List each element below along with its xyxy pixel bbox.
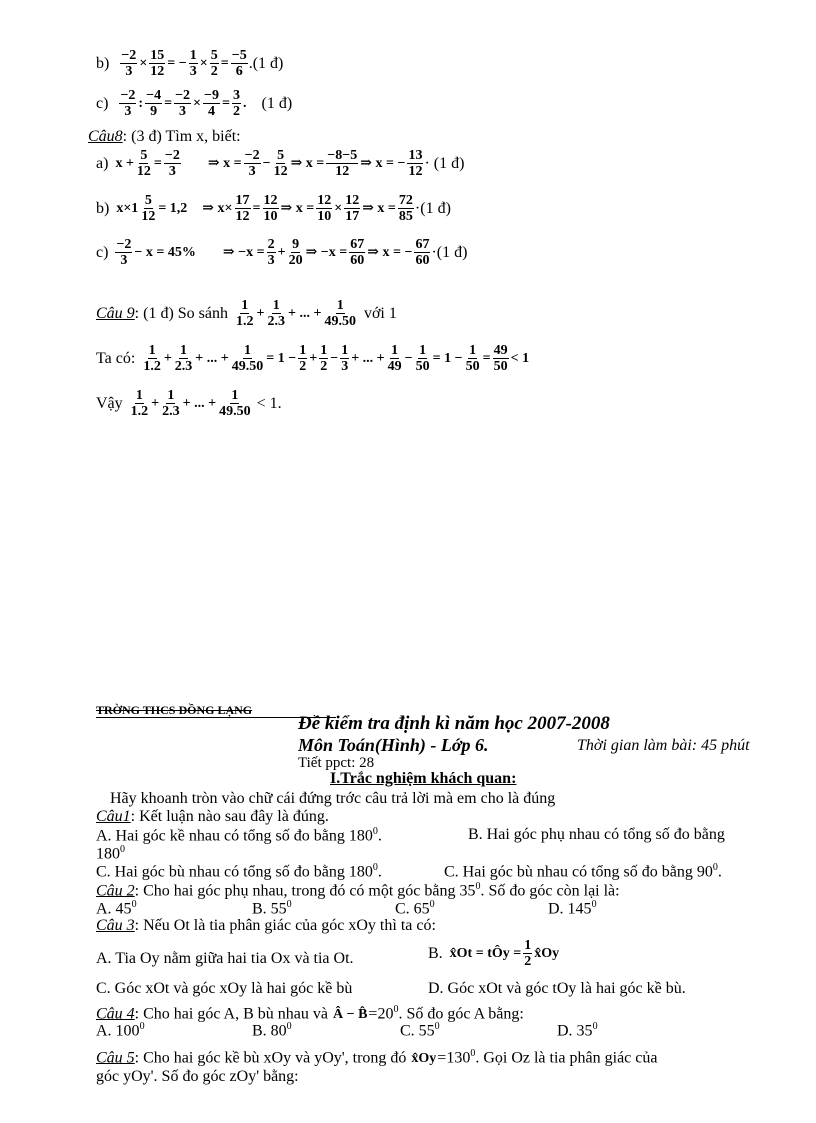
q2-option-b[interactable]: B. $55^0$ <box>252 899 292 918</box>
exam-period: Tiết ppct: 28 <box>298 755 375 771</box>
q3-option-c[interactable]: C. Góc xOt và góc xOy là hai góc kề bù <box>96 980 353 997</box>
q2-option-a[interactable]: A. $45^0$ <box>96 899 137 918</box>
q1-option-a[interactable]: A. Hai góc kề nhau có tổng số đo bằng $180^0$. <box>96 826 382 845</box>
question-9: Câu 9 : (1 đ) So sánh 1 1.2 + $\frac{1}{2.3}$ + ... + $\frac{1}{49.50}$ với 1 <box>96 298 397 329</box>
q2-option-d[interactable]: D. $145^0$ <box>548 899 597 918</box>
question-5-line-2: góc yOy'. Số đo góc zOy' bằng: <box>96 1068 299 1085</box>
q1-option-b[interactable]: B. Hai góc phụ nhau có tổng số đo bằng <box>468 826 725 843</box>
instruction: Hãy khoanh tròn vào chữ cái đứng trớc câu trả lời mà em cho là đúng <box>110 790 556 807</box>
answer-8a: a) x + $\frac{5}{12}$ = $\frac{-2}{3}$ ⇒ x = $\frac{-2}{3}$ − $\frac{5}{12}$ ⇒ x = $\frac{-8-5}{12}$ ⇒ x = − $\frac{13}{12}$ · (1 đ) <box>96 148 465 179</box>
question-5: Câu 5: Cho hai góc kề bù xOy và yOy', trong đó $x̂Oy=130^0$. Gọi Oz là tia phân giác của <box>96 1048 658 1067</box>
q1-option-c[interactable]: C. Hai góc bù nhau có tổng số đo bằng $180^0$. <box>96 862 382 881</box>
q3-option-b[interactable]: B. x̂Ot = tÔy = $\frac{1}{2}$ x̂Oy <box>428 938 560 969</box>
label: b) <box>96 54 110 72</box>
answer-8c: c) −2 3 − x = 45% ⇒ −x = $\frac{2}{3}$ + $\frac{9}{20}$ ⇒ −x = $\frac{67}{60}$ ⇒ x = − $\frac{67}{60}$ ·(1 đ) <box>96 237 468 268</box>
exam-subject: Môn Toán(Hình) - Lớp 6. <box>298 735 489 755</box>
exam-time: Thời gian làm bài: 45 phút <box>577 737 750 754</box>
q3-option-a[interactable]: A. Tia Oy nằm giữa hai tia Ox và tia Ot. <box>96 950 354 967</box>
q2-option-c[interactable]: C. $65^0$ <box>395 899 435 918</box>
question-1: Câu1: Kết luận nào sau đây là đúng. <box>96 808 329 825</box>
question-8-heading: Câu8: (3 đ) Tìm x, biết: <box>88 128 241 145</box>
answer-9-conclusion: Vậy 1 1.2 + $\frac{1}{2.3}$ + ... + $\frac{1}{49.50}$ < 1. <box>96 388 282 419</box>
q4-option-b[interactable]: B. $80^0$ <box>252 1021 292 1040</box>
school-name: TRỜNG THCS ĐỒNG LẠNG <box>96 703 253 717</box>
label: c) <box>96 94 109 112</box>
q1-option-d[interactable]: C. Hai góc bù nhau có tổng số đo bằng $90^0$. <box>444 862 722 881</box>
answer-7b: b) $\frac{-2}{3}$ × $\frac{15}{12}$ = − $\frac{1}{3}$ × $\frac{5}{2}$ = $\frac{-5}{6}$ .(1 đ) <box>96 48 284 79</box>
q4-option-c[interactable]: C. $55^0$ <box>400 1021 440 1040</box>
score: .(1 đ) <box>248 54 284 72</box>
q1-option-b-cont: $180^0$ <box>96 844 125 863</box>
question-4: Câu 4: Cho hai góc A, B bù nhau và Â − $B̂=20^0$. Số đo góc A bằng: <box>96 1004 524 1023</box>
section-title: I.Trắc nghiệm khách quan: <box>330 770 517 787</box>
q4-option-d[interactable]: D. $35^0$ <box>557 1021 598 1040</box>
answer-7c: c) −2 3 : $\frac{-4}{9}$ = $\frac{-2}{3}$ × $\frac{-9}{4}$ = $\frac{3}{2}$ . (1 đ) <box>96 88 293 119</box>
question-2: Câu 2: Cho hai góc phụ nhau, trong đó có một góc bằng $35^0$. Số đo góc còn lại là: <box>96 881 620 900</box>
score: (1 đ) <box>261 94 293 112</box>
answer-8b: b) x×1 $\frac{5}{12}$ = 1,2 ⇒ x× $\frac{17}{12}$ = $\frac{12}{10}$ ⇒ x = $\frac{12}{10}$ × $\frac{12}{17}$ ⇒ x = $\frac{72}{85}$ ·(1 đ) <box>96 193 451 224</box>
answer-9-work: Ta có: 1 1.2 + $\frac{1}{2.3}$ + ... + $\frac{1}{49.50}$ = 1 − $\frac{1}{2}$ + $\frac{1}{2}$ − $\frac{1}{3}$ + ... + $\frac{1}{49}$ − $\frac{1}{50}$ = 1 − $\frac{1}{50}$ = $\frac{49}{50}$ < 1 <box>96 343 530 374</box>
q4-option-a[interactable]: A. $100^0$ <box>96 1021 145 1040</box>
exam-title: Đề kiểm tra định kì năm học 2007-2008 <box>298 713 610 734</box>
question-3: Câu 3: Nếu Ot là tia phân giác của góc xOy thì ta có: <box>96 917 436 934</box>
q3-option-d[interactable]: D. Góc xOt và góc tOy là hai góc kề bù. <box>428 980 686 997</box>
